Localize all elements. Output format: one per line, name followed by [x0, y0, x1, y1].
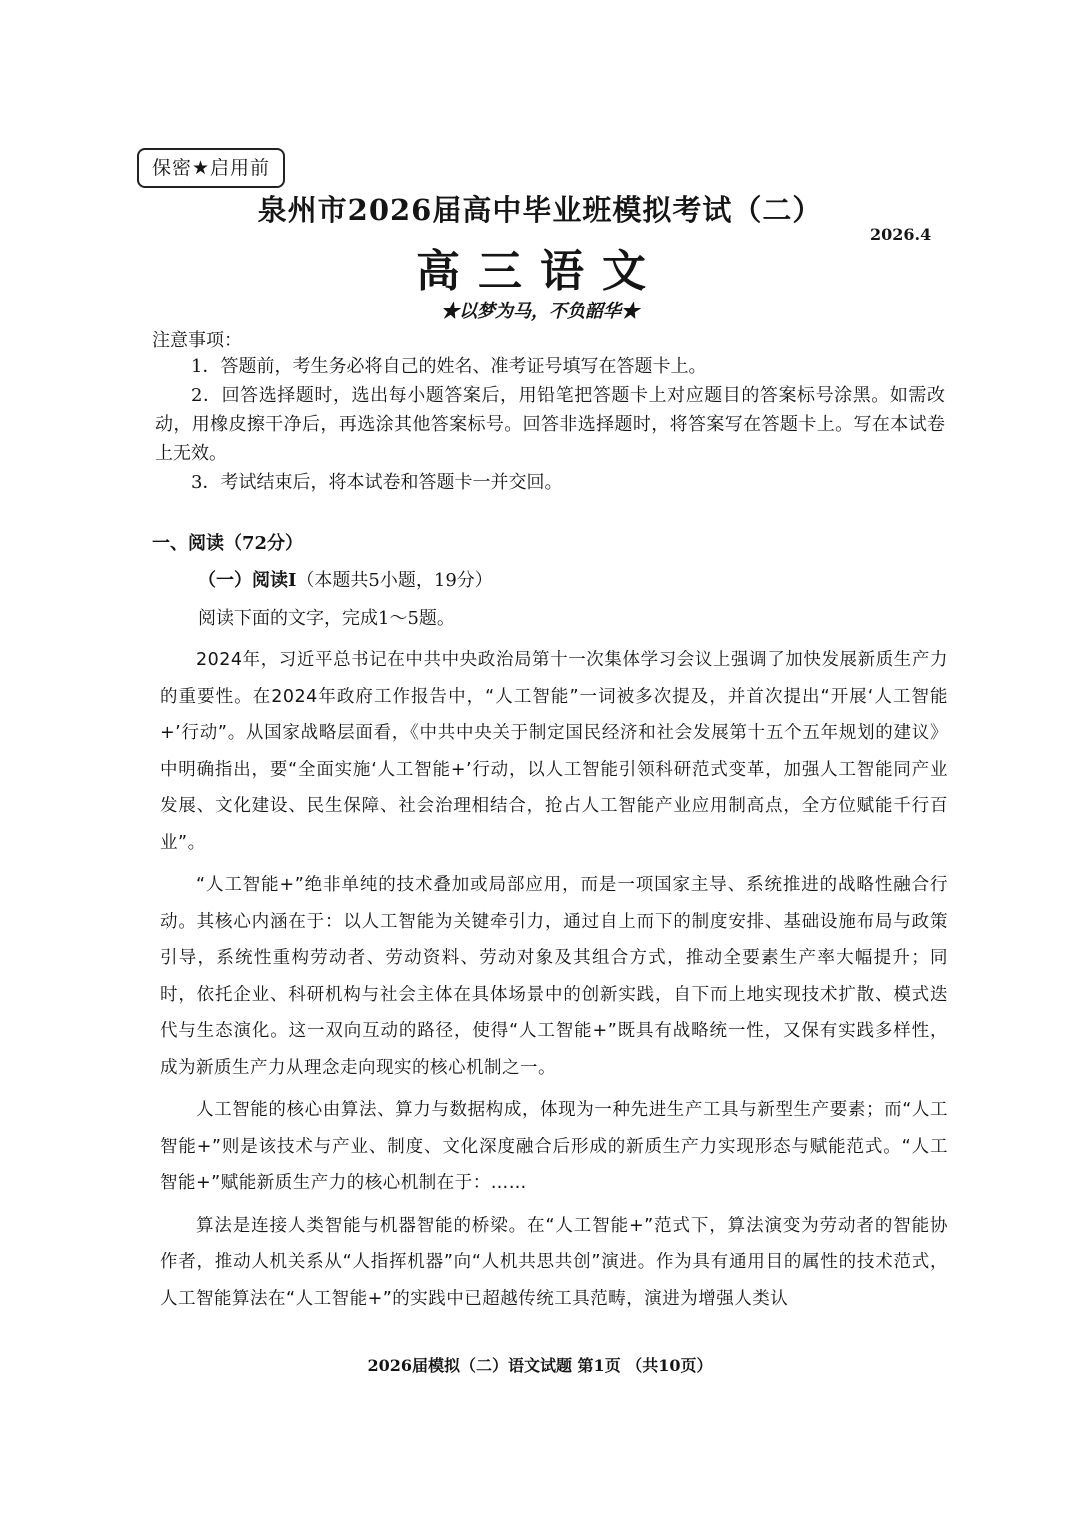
passage-paragraph: 人工智能的核心由算法、算力与数据构成，体现为一种先进生产工具与新型生产要素；而“人工智能+”则是该技术与产业、制度、文化深度融合后形成的新质生产力实现形态与赋能范式。“人工智能+”赋能新质生产力的核心机制在于：……	[160, 1100, 948, 1193]
passage-paragraph: “人工智能+”绝非单纯的技术叠加或局部应用，而是一项国家主导、系统推进的战略性融合行动。其核心内涵在于：以人工智能为关键牵引力，通过自上而下的制度安排、基础设施布局与政策引导，系统性重构劳动者、劳动资料、劳动对象及其组合方式，推动全要素生产率大幅提升；同时，依托企业、科研机构与社会主体在具体场景中的创新实践，自下而上地实现技术扩散、模式迭代与生态演化。这一双向互动的路径，使得“人工智能+”既具有战略统一性，又保有实践多样性，成为新质生产力从理念走向现实的核心机制之一。	[160, 875, 948, 1078]
notice-item: 3．考试结束后，将本试卷和答题卡一并交回。	[191, 472, 563, 493]
confidential-label: 保密★启用前	[137, 148, 285, 188]
section-heading: 一、阅读（72分）	[152, 533, 304, 554]
subject-title: 高三语文	[416, 246, 664, 297]
notice-title: 注意事项：	[152, 330, 242, 351]
reading-instruction: 阅读下面的文字，完成1～5题。	[198, 608, 455, 629]
reading-passage	[160, 642, 948, 1323]
passage-paragraph: 2024年，习近平总书记在中共中央政治局第十一次集体学习会议上强调了加快发展新质生产力的重要性。在2024年政府工作报告中，“人工智能”一词被多次提及，并首次提出“开展‘人工智能+’行动”。从国家战略层面看，《中共中央关于制定国民经济和社会发展第十五个五年规划的建议》中明确指出，要“全面实施‘人工智能+’行动，以人工智能引领科研范式变革，加强人工智能同产业发展、文化建设、民生保障、社会治理相结合，抢占人工智能产业应用制高点，全方位赋能千行百业”。	[160, 650, 948, 853]
motto: ★以梦为马，不负韶华★	[441, 301, 639, 322]
subsection-detail: （本题共5小题，19分）	[296, 570, 493, 591]
subsection-label: （一）阅读I	[198, 570, 297, 591]
subsection-heading	[198, 567, 493, 595]
exam-title: 泉州市2026届高中毕业班模拟考试（二）	[257, 193, 823, 227]
page-footer: 2026届模拟（二）语文试题 第1页 （共10页）	[367, 1356, 713, 1375]
exam-date: 2026.4	[870, 225, 932, 244]
notice-item: 2．回答选择题时，选出每小题答案后，用铅笔把答题卡上对应题目的答案标号涂黑。如需改动，用橡皮擦干净后，再选涂其他答案标号。回答非选择题时，将答案写在答题卡上。写在本试卷上无效。	[155, 385, 945, 464]
notice-item: 1．答题前，考生务必将自己的姓名、准考证号填写在答题卡上。	[191, 356, 707, 377]
notice-list	[155, 352, 945, 497]
passage-paragraph: 算法是连接人类智能与机器智能的桥梁。在“人工智能+”范式下，算法演变为劳动者的智能协作者，推动人机关系从“人指挥机器”向“人机共思共创”演进。作为具有通用目的属性的技术范式，人工智能算法在“人工智能+”的实践中已超越传统工具范畴，演进为增强人类认	[160, 1215, 948, 1309]
